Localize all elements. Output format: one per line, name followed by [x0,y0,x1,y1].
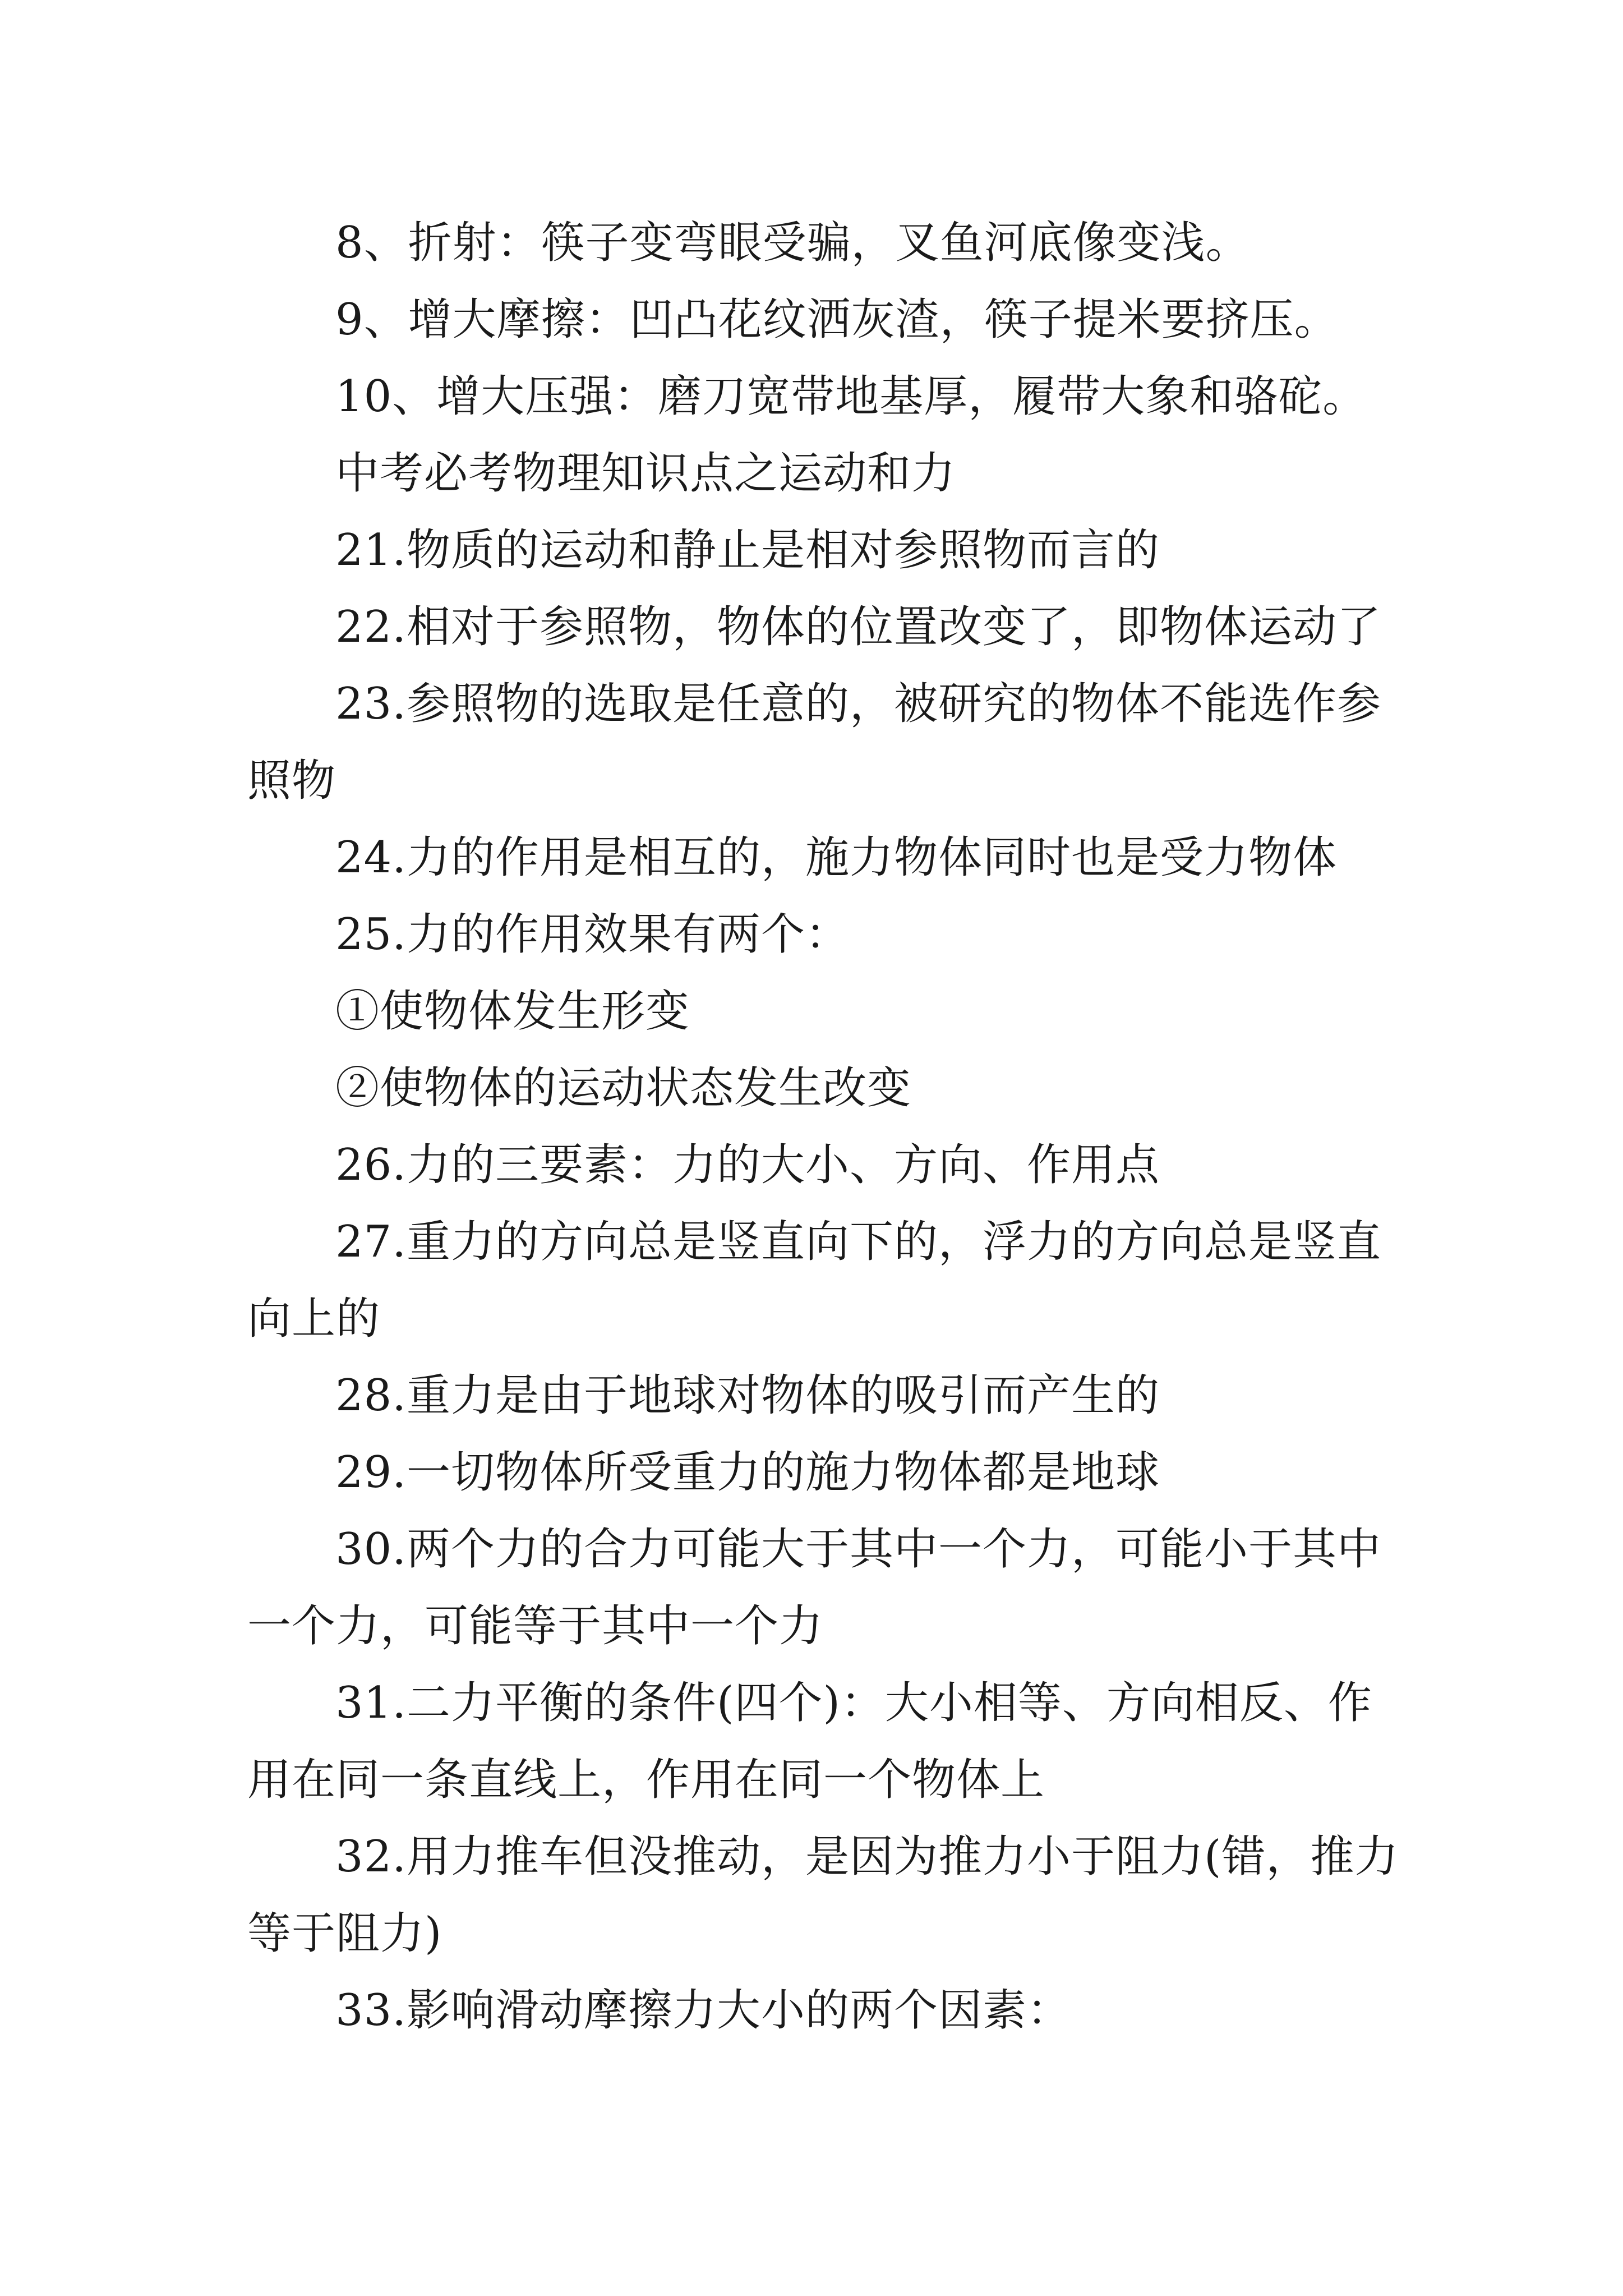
mnemonic-paragraph [247,282,1414,358]
text-line: 27.重力的方向总是竖直向下的，浮力的方向总是竖直 [335,1217,1382,1267]
knowledge-point [247,512,1414,589]
text-line: 8、折射：筷子变弯眼受骗，叉鱼河底像变浅。 [335,218,1250,268]
text-line: 31.二力平衡的条件(四个)：大小相等、方向相反、作 [335,1678,1372,1728]
text-line: 33.影响滑动摩擦力大小的两个因素： [335,1985,1072,2036]
knowledge-point [247,1665,1414,1819]
text-line: 用在同一条直线上，作用在同一个物体上 [247,1755,1045,1805]
knowledge-point [247,1358,1414,1434]
knowledge-point [247,666,1414,820]
knowledge-point [247,820,1414,896]
text-line: 22.相对于参照物，物体的位置改变了，即物体运动了 [335,602,1382,652]
text-line: 等于阻力) [247,1908,442,1959]
mnemonic-paragraph [247,205,1414,282]
text-line: 23.参照物的选取是任意的，被研究的物体不能选作参 [335,679,1382,729]
text-line: 25.力的作用效果有两个： [335,909,850,960]
knowledge-point [247,1434,1414,1511]
knowledge-point [247,1127,1414,1204]
text-line: ①使物体发生形变 [335,986,690,1037]
knowledge-point [247,1819,1414,1972]
knowledge-point [247,1050,1414,1127]
text-line: 29.一切物体所受重力的施力物体都是地球 [335,1447,1160,1498]
text-line: 30.两个力的合力可能大于其中一个力，可能小于其中 [335,1524,1382,1575]
text-line: 9、增大摩擦：凹凸花纹洒灰渣，筷子提米要挤压。 [335,295,1339,345]
text-line: 28.重力是由于地球对物体的吸引而产生的 [335,1370,1160,1421]
text-line: 26.力的三要素：力的大小、方向、作用点 [335,1140,1160,1190]
text-line: 向上的 [247,1294,381,1344]
knowledge-point [247,896,1414,973]
text-line: 32.用力推车但没推动，是因为推力小于阻力(错，推力 [335,1832,1399,1882]
text-line: 21.物质的运动和静止是相对参照物而言的 [335,525,1160,576]
knowledge-point [247,1511,1414,1665]
section-title: 中考必考物理知识点之运动和力 [335,448,956,499]
document-body [247,205,1414,2049]
text-line: 照物 [247,756,336,806]
knowledge-point [247,973,1414,1050]
text-line: ②使物体的运动状态发生改变 [335,1063,912,1114]
text-line: 24.力的作用是相互的，施力物体同时也是受力物体 [335,832,1338,883]
knowledge-point [247,589,1414,666]
knowledge-point [247,1204,1414,1358]
text-line: 一个力，可能等于其中一个力 [247,1601,824,1651]
text-line: 10、增大压强：磨刀宽带地基厚，履带大象和骆砣。 [335,371,1367,422]
mnemonic-paragraph [247,358,1414,435]
knowledge-point [247,1972,1414,2049]
